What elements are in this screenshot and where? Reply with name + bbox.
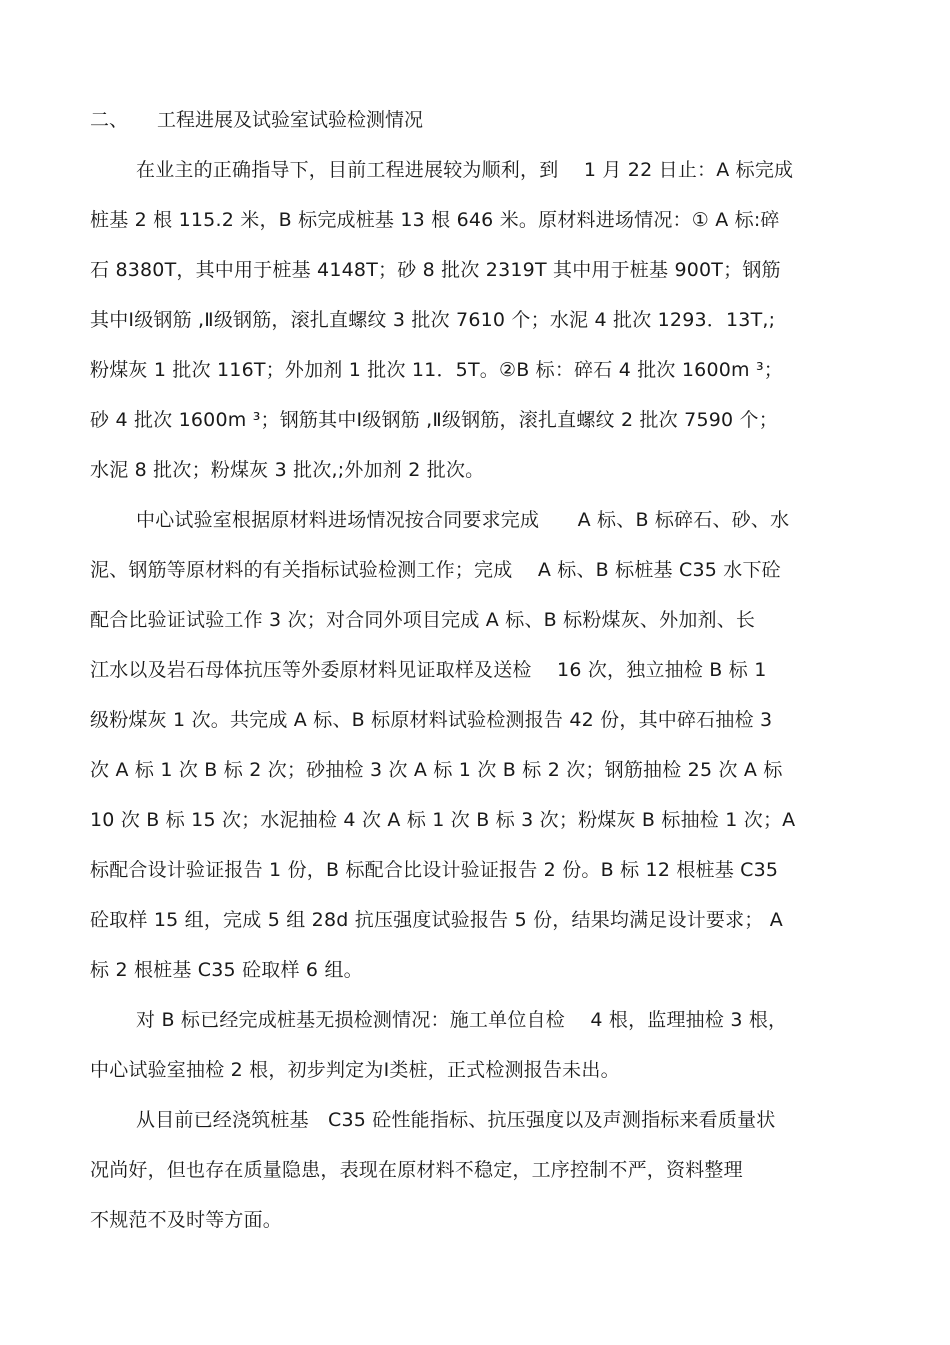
paragraph-2-line-2: 泥、钢筋等原材料的有关指标试验检测工作；完成 A 标、B 标桩基 C35 水下砼 [90, 559, 781, 581]
paragraph-2-line-10: 标 2 根桩基 C35 砼取样 6 组。 [90, 959, 363, 981]
paragraph-1-line-7: 水泥 8 批次；粉煤灰 3 批次,;外加剂 2 批次。 [90, 459, 485, 481]
paragraph-2-line-5: 级粉煤灰 1 次。共完成 A 标、B 标原材料试验检测报告 42 份，其中碎石抽检 3 [90, 709, 773, 731]
paragraph-2-line-6: 次 A 标 1 次 B 标 2 次；砂抽检 3 次 A 标 1 次 B 标 2 次；钢筋抽检 25 次 A 标 [90, 759, 783, 781]
paragraph-2-line-1: 中心试验室根据原材料进场情况按合同要求完成 A 标、B 标碎石、砂、水 [136, 509, 790, 531]
section-title: 工程进展及试验室试验检测情况 [157, 109, 424, 131]
paragraph-1-line-3: 石 8380T，其中用于桩基 4148T；砂 8 批次 2319T 其中用于桩基 900T；钢筋 [90, 259, 781, 281]
paragraph-4-line-2: 况尚好，但也存在质量隐患，表现在原材料不稳定，工序控制不严，资料整理 [90, 1159, 743, 1181]
paragraph-1-line-6: 砂 4 批次 1600m ³；钢筋其中Ⅰ级钢筋 ,Ⅱ级钢筋，滚扎直螺纹 2 批次 7590 个； [90, 409, 778, 431]
paragraph-1-line-4: 其中Ⅰ级钢筋 ,Ⅱ级钢筋，滚扎直螺纹 3 批次 7610 个；水泥 4 批次 1293．13T,; [90, 309, 776, 331]
paragraph-2-line-7: 10 次 B 标 15 次；水泥抽检 4 次 A 标 1 次 B 标 3 次；粉煤灰 B 标抽检 1 次；A [90, 809, 796, 831]
paragraph-4-line-3: 不规范不及时等方面。 [90, 1209, 283, 1231]
paragraph-2-line-9: 砼取样 15 组，完成 5 组 28d 抗压强度试验报告 5 份，结果均满足设计要求； A [90, 909, 783, 931]
paragraph-1-line-1: 在业主的正确指导下，目前工程进展较为顺利，到 1 月 22 日止：A 标完成 [136, 159, 794, 181]
paragraph-1-line-5: 粉煤灰 1 批次 116T；外加剂 1 批次 11．5T。②B 标：碎石 4 批次 1600m ³； [90, 359, 783, 381]
paragraph-2-line-4: 江水以及岩石母体抗压等外委原材料见证取样及送检 16 次，独立抽检 B 标 1 [90, 659, 767, 681]
paragraph-1-line-2: 桩基 2 根 115.2 米，B 标完成桩基 13 根 646 米。原材料进场情况：① A 标:碎 [90, 209, 780, 231]
paragraph-3-line-1: 对 B 标已经完成桩基无损检测情况：施工单位自检 4 根，监理抽检 3 根， [136, 1009, 788, 1031]
section-number: 二、 [90, 109, 129, 131]
paragraph-4-line-1: 从目前已经浇筑桩基 C35 砼性能指标、抗压强度以及声测指标来看质量状 [136, 1109, 776, 1131]
paragraph-2-line-8: 标配合设计验证报告 1 份，B 标配合比设计验证报告 2 份。B 标 12 根桩基 C35 [90, 859, 779, 881]
paragraph-3-line-2: 中心试验室抽检 2 根，初步判定为Ⅰ类桩，正式检测报告未出。 [90, 1059, 620, 1081]
paragraph-2-line-3: 配合比验证试验工作 3 次；对合同外项目完成 A 标、B 标粉煤灰、外加剂、长 [90, 609, 756, 631]
